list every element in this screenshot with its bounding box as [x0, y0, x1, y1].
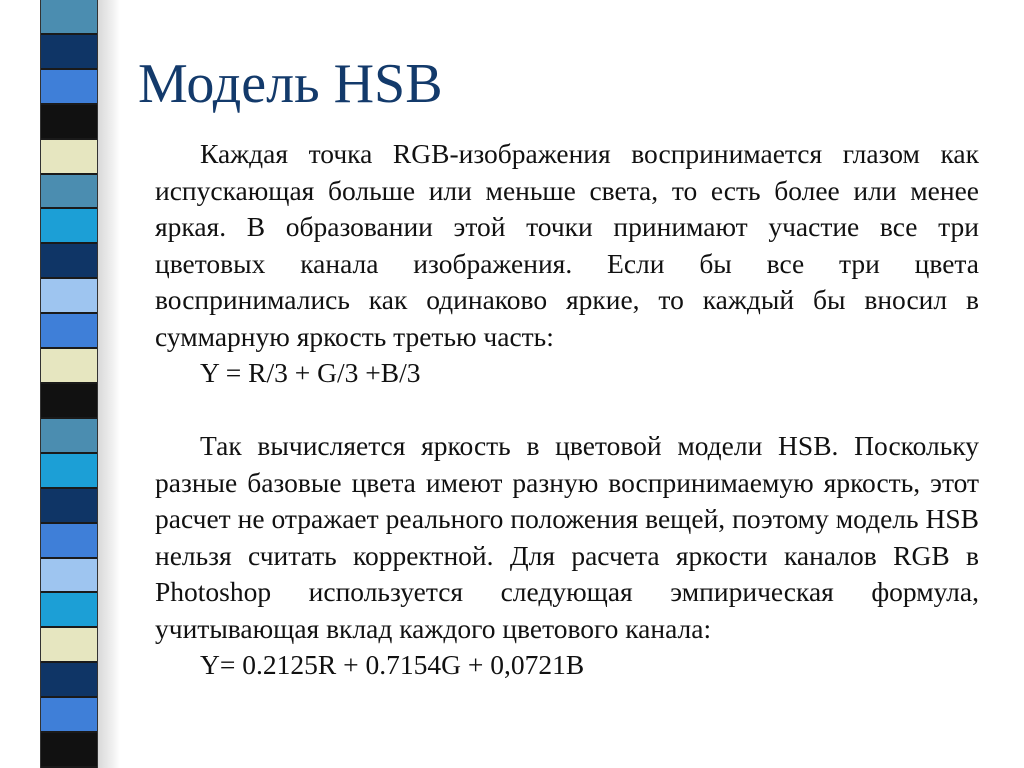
- slide-body: [155, 136, 979, 684]
- paragraph-rgb-brightness: Каждая точка RGB-изображения воспринимается глазом как испускающая больше или меньше света, то есть более или менее яркая. В образовании этой точки принимают участие все три цветовых канала изображения. Если бы все три цвета воспринимались как одинаково яркие, то каждый бы вносил в суммарную яркость третью часть:: [155, 138, 979, 352]
- strip-segment: [41, 244, 97, 279]
- formula-empirical-weights: Y= 0.2125R + 0.7154G + 0,0721B: [200, 649, 585, 680]
- strip-segment: [41, 593, 97, 628]
- paragraph-spacer: [155, 392, 979, 429]
- strip-segment: [41, 733, 97, 768]
- strip-segment: [41, 628, 97, 663]
- strip-segment: [41, 419, 97, 454]
- strip-segment: [41, 70, 97, 105]
- strip-segment: [41, 175, 97, 210]
- strip-segment: [41, 140, 97, 175]
- strip-segment: [41, 35, 97, 70]
- strip-segment: [41, 489, 97, 524]
- strip-segment: [41, 314, 97, 349]
- strip-segment: [41, 454, 97, 489]
- decorative-striped-bar: [40, 0, 98, 768]
- strip-segment: [41, 279, 97, 314]
- strip-segment: [41, 0, 97, 35]
- decorative-shadow: [98, 0, 120, 768]
- paragraph-hsb-brightness: Так вычисляется яркость в цветовой модели HSB. Поскольку разные базовые цвета имеют разную воспринимаемую яркость, этот расчет не отражает реального положения вещей, поэтому модель HSB нельзя считать корректной. Для расчета яркости каналов RGB в Photoshop используется следующая эмпирическая формула, учитывающая вклад каждого цветового канала:: [155, 430, 979, 644]
- formula-equal-weights: Y = R/3 + G/3 +B/3: [200, 357, 421, 388]
- strip-segment: [41, 663, 97, 698]
- strip-segment: [41, 105, 97, 140]
- strip-segment: [41, 209, 97, 244]
- strip-segment: [41, 698, 97, 733]
- strip-segment: [41, 384, 97, 419]
- strip-segment: [41, 524, 97, 559]
- slide-title: Модель HSB: [138, 53, 443, 115]
- strip-segment: [41, 349, 97, 384]
- strip-segment: [41, 559, 97, 594]
